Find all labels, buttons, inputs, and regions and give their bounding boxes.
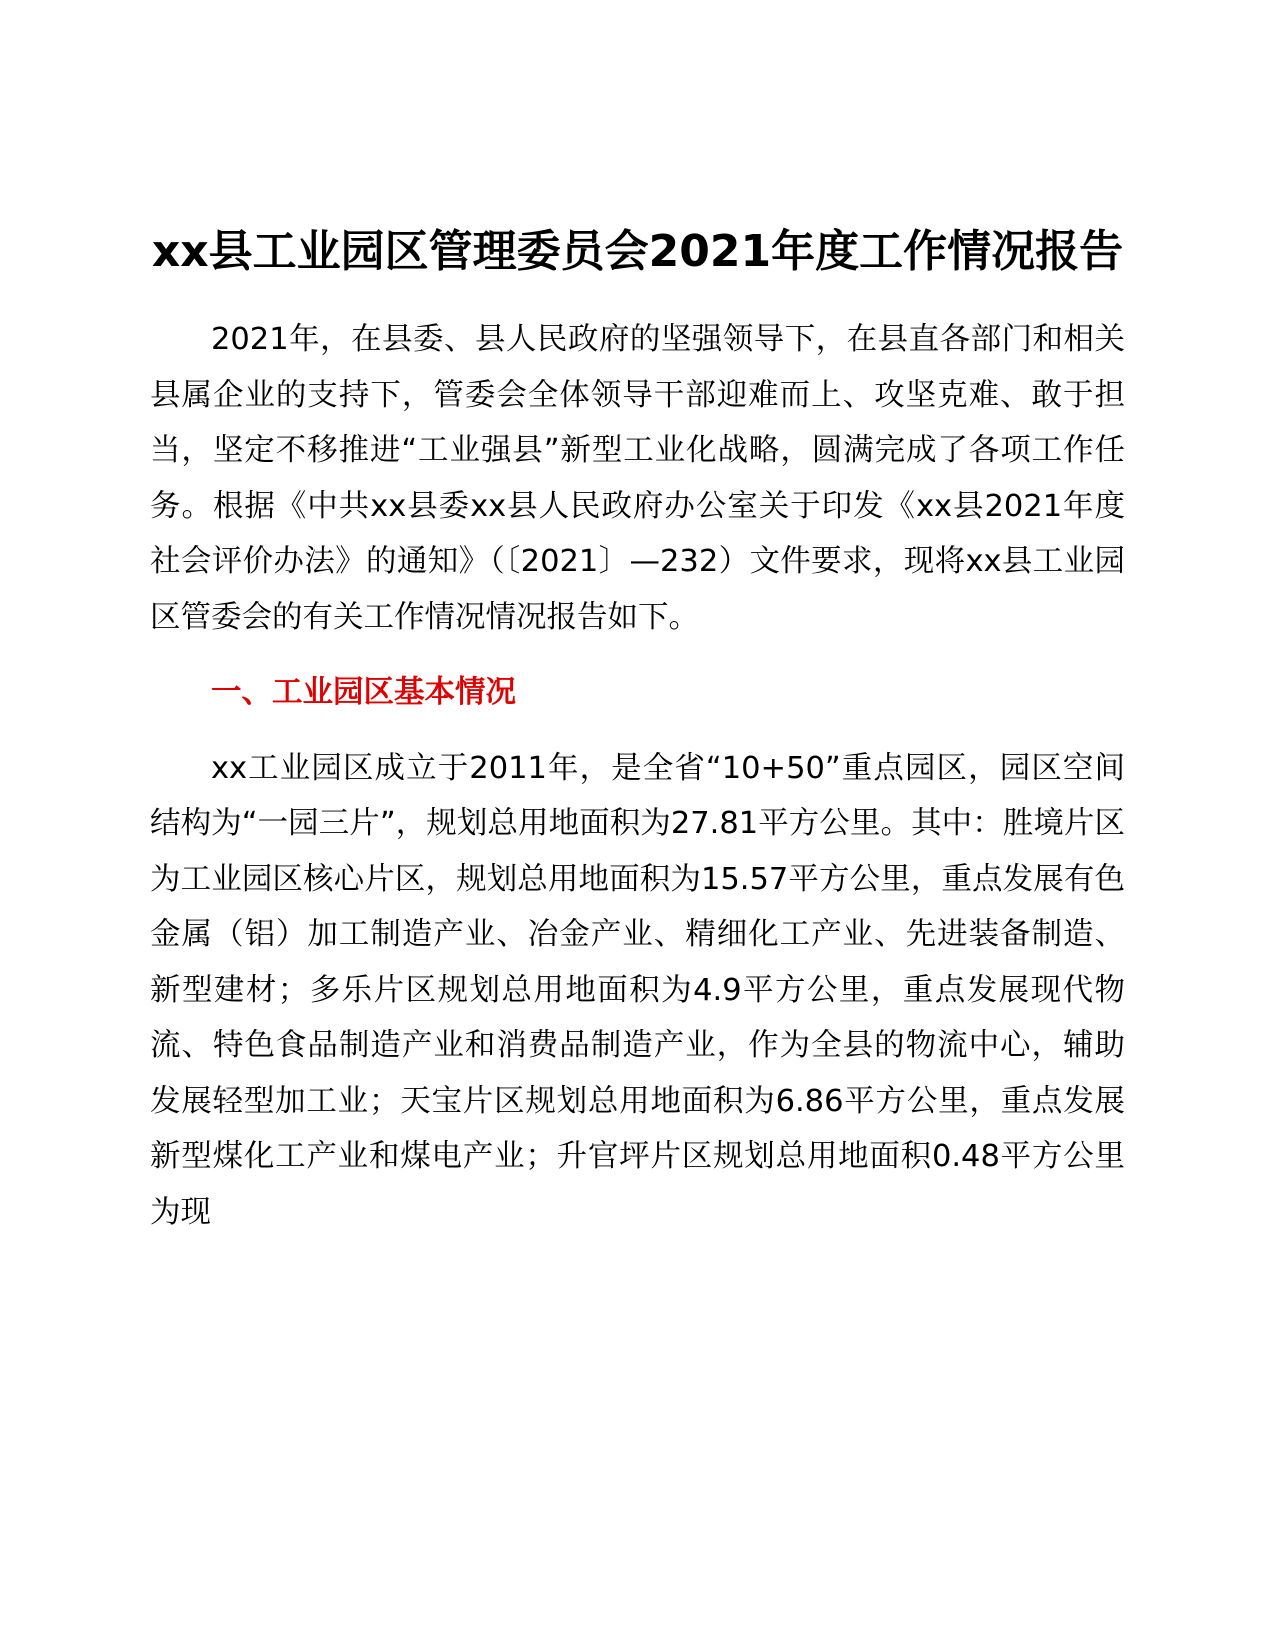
- section-paragraph-basic-info: xx工业园区成立于2011年，是全省“10+50”重点园区，园区空间结构为“一园三片”，规划总用地面积为27.81平方公里。其中：胜境片区为工业园区核心片区，规划总用地面积为15.57平方公里，重点发展有色金属（铝）加工制造产业、冶金产业、精细化工产业、先进装备制造、新型建材；多乐片区规划总用地面积为4.9平方公里，重点发展现代物流、特色食品制造产业和消费品制造产业，作为全县的物流中心，辅助发展轻型加工业；天宝片区规划总用地面积为6.86平方公里，重点发展新型煤化工产业和煤电产业；升官坪片区规划总用地面积0.48平方公里为现: [150, 750, 1125, 1230]
- intro-paragraph: 2021年，在县委、县人民政府的坚强领导下，在县直各部门和相关县属企业的支持下，管委会全体领导干部迎难而上、攻坚克难、敢于担当，坚定不移推进“工业强县”新型工业化战略，圆满完成了各项工作任务。根据《中共xx县委xx县人民政府办公室关于印发《xx县2021年度社会评价办法》的通知》（〔2021〕—232）文件要求，现将xx县工业园区管委会的有关工作情况情况报告如下。: [150, 322, 1125, 635]
- document-body: [150, 200, 1125, 1240]
- document-title: xx县工业园区管理委员会2021年度工作情况报告: [151, 226, 1124, 277]
- section-heading-basic-info: 一、工业园区基本情况: [211, 675, 516, 710]
